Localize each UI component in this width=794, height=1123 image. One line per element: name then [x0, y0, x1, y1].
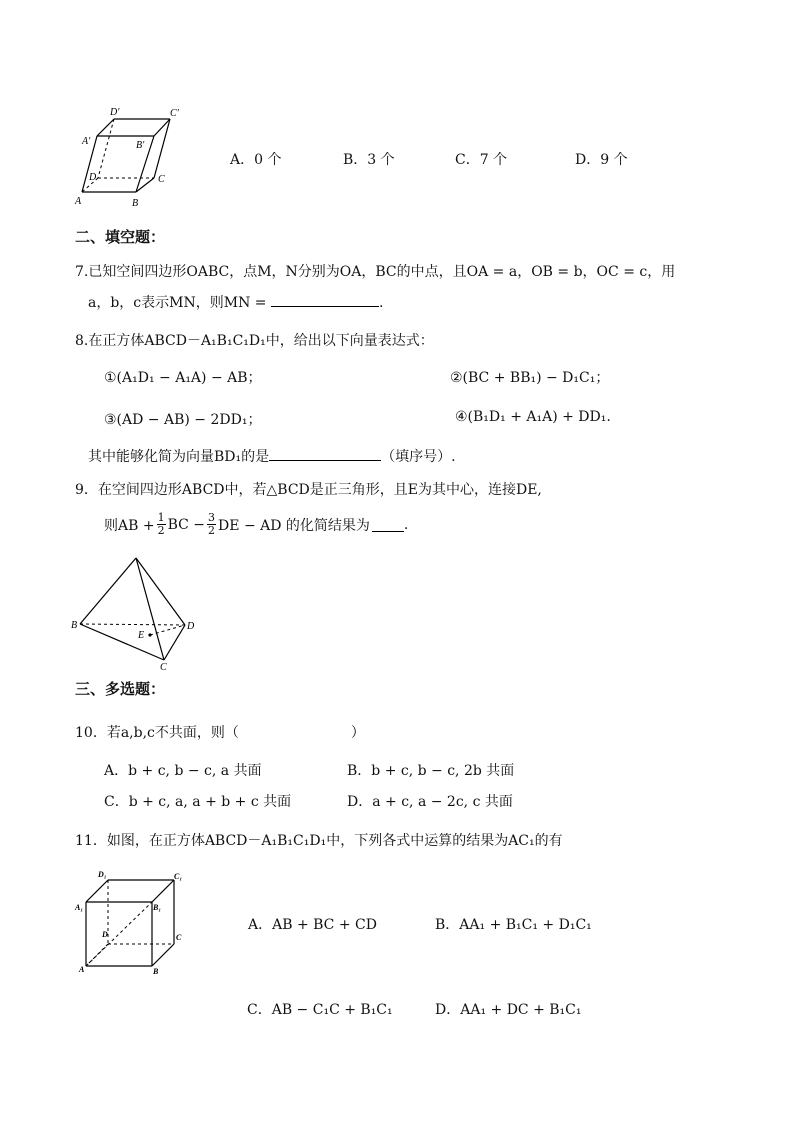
answer-blank[interactable] [372, 517, 404, 532]
label-b: B [71, 620, 78, 631]
label-c-prime: C′ [170, 108, 179, 119]
q7-line1: 7.已知空间四边形OABC，点M，N分别为OA，BC的中点，且OA = a，OB = b，OC = c，用 [75, 264, 676, 280]
label-b: B [132, 198, 139, 209]
q7-line2-text: a，b，c表示MN，则MN = [88, 295, 267, 311]
q6-option-b: B．3 个 [343, 152, 395, 168]
q9-line2 [104, 512, 408, 537]
q10-stem-end: ） [350, 725, 365, 741]
q8-line2-text: 其中能够化简为向量BD₁的是 [88, 449, 270, 465]
label-b-prime: B′ [136, 140, 145, 151]
q9-line2-d: . [403, 516, 409, 533]
q7-line2 [88, 292, 383, 312]
frac2-num: 3 [208, 511, 216, 524]
q11-option-d: D．AA₁ + DC + B₁C₁ [435, 1002, 582, 1018]
parallelepiped-figure [70, 100, 190, 212]
label-d-prime: D′ [110, 107, 120, 118]
frac2-den: 2 [208, 524, 216, 537]
q8-expr-4: ④(B₁D₁ + A₁A) + DD₁. [455, 409, 611, 425]
q6-option-c: C．7 个 [455, 152, 508, 168]
label-a: A [75, 196, 82, 207]
q8-line2-end: （填序号）. [381, 449, 456, 465]
fraction-three-halves [207, 512, 216, 537]
frac1-den: 2 [157, 524, 165, 537]
q8-line1: 8.在正方体ABCD－A₁B₁C₁D₁中，给出以下向量表达式： [75, 333, 434, 349]
answer-blank[interactable] [269, 446, 381, 461]
label-a-prime: A′ [82, 136, 91, 147]
q11-option-b: B．AA₁ + B₁C₁ + D₁C₁ [435, 917, 592, 933]
q9-line1: 9．在空间四边形ABCD中，若△BCD是正三角形，且E为其中心，连接DE, [75, 482, 542, 498]
answer-blank[interactable] [271, 292, 379, 307]
q11-option-a: A．AB + BC + CD [248, 917, 377, 933]
label-d1: D₁ [98, 870, 107, 879]
label-c: C [176, 933, 182, 942]
label-d: D [102, 930, 108, 939]
label-b1: B₁ [153, 903, 162, 912]
section-title-fill-in: 二、填空题： [75, 228, 166, 246]
q6-option-a: A．0 个 [230, 152, 282, 168]
q9-line2-c: DE − AD 的化简结果为 [218, 517, 370, 534]
q10-stem [75, 722, 365, 742]
q7-end: . [378, 295, 384, 311]
label-c: C [158, 174, 165, 185]
label-d: D [187, 621, 195, 632]
tetrahedron-figure [68, 552, 208, 672]
q9-line2-a: 则AB + [104, 517, 155, 534]
q6-option-d: D．9 个 [575, 152, 628, 168]
q10-option-b: B．b + c, b − c, 2b 共面 [347, 763, 515, 779]
frac1-num: 1 [157, 511, 165, 524]
q8-expr-2: ②(BC + BB₁) − D₁C₁； [450, 370, 610, 386]
q8-expr-1: ①(A₁D₁ − A₁A) − AB； [104, 370, 262, 386]
q8-expr-3: ③(AD − AB) − 2DD₁； [104, 412, 262, 428]
label-c1: C₁ [174, 872, 183, 881]
fraction-one-half [157, 512, 166, 537]
q10-stem-text: 10．若a,b,c不共面，则（ [75, 725, 239, 741]
label-b: B [153, 967, 159, 976]
label-d: D [89, 172, 97, 183]
q11-stem: 11．如图，在正方体ABCD－A₁B₁C₁D₁中，下列各式中运算的结果为AC₁的有 [75, 833, 563, 849]
q10-option-a: A．b + c, b − c, a 共面 [104, 763, 262, 779]
q10-option-c: C．b + c, a, a + b + c 共面 [104, 794, 292, 810]
q11-option-c: C．AB − C₁C + B₁C₁ [247, 1002, 393, 1018]
label-c: C [160, 662, 167, 672]
q8-line2 [88, 446, 456, 466]
label-a1: A₁ [75, 903, 84, 912]
q10-option-d: D．a + c, a − 2c, c 共面 [347, 794, 513, 810]
label-e: E [138, 630, 145, 641]
label-a: A [79, 965, 85, 974]
q9-line2-b: BC − [167, 516, 206, 533]
cube-figure [74, 868, 194, 978]
section-title-multiple-choice: 三、多选题： [75, 680, 166, 698]
